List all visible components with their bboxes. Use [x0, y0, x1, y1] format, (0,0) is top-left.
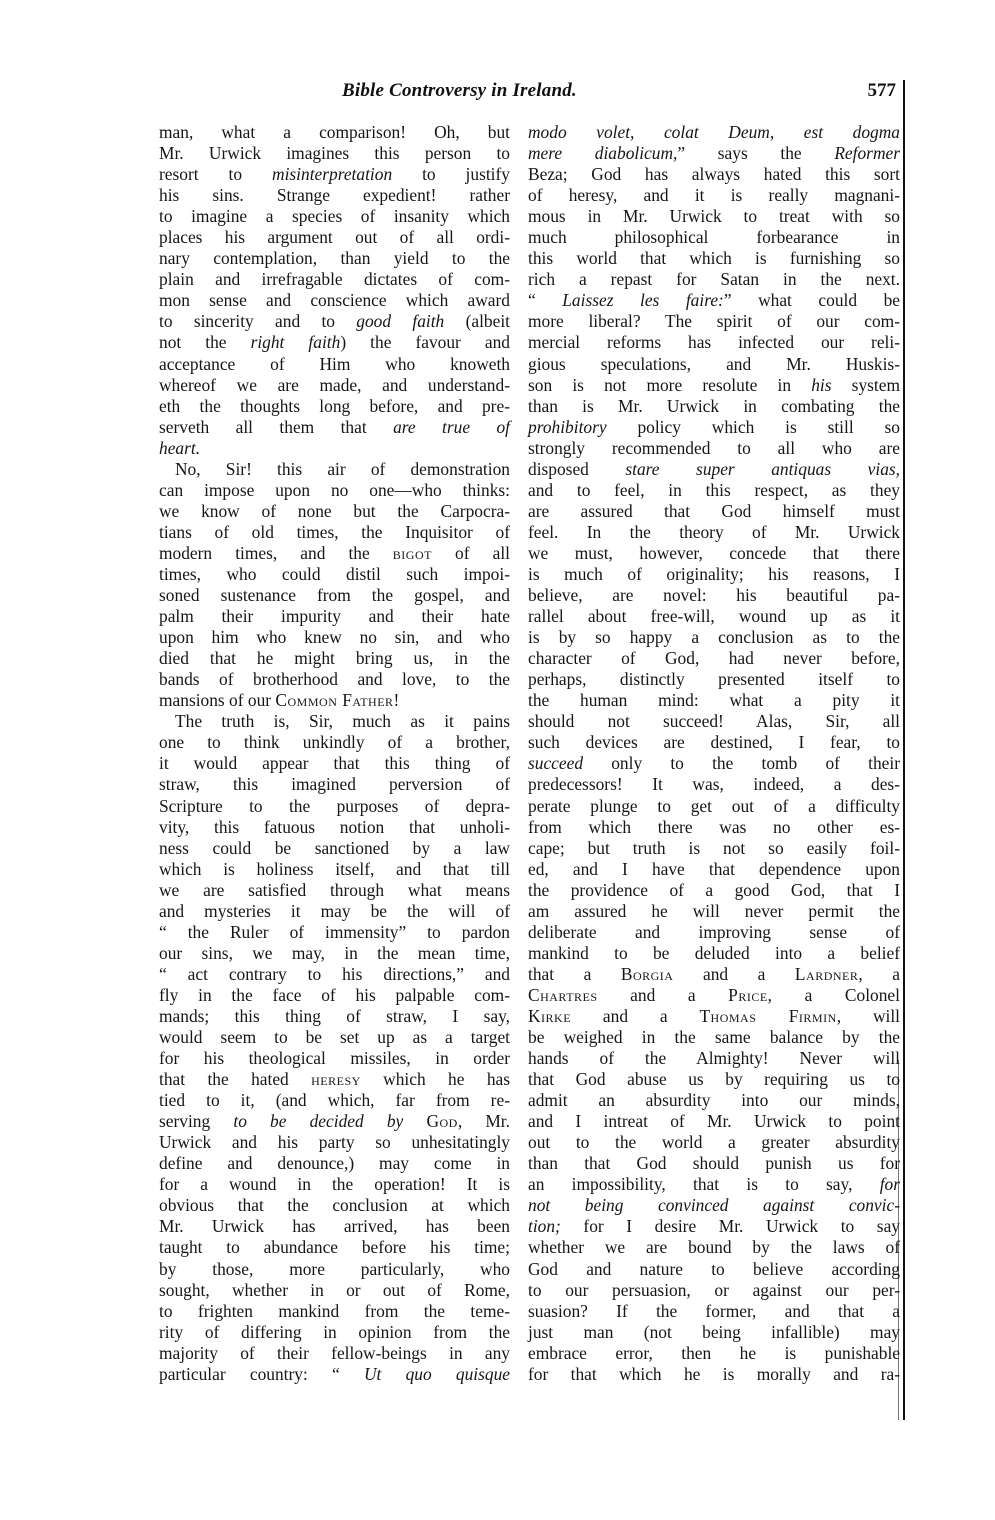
small-caps-text: Chartres	[528, 984, 598, 1005]
text-line: whereof we are made, and understand-	[159, 374, 510, 395]
text-line: ed, and I have that dependence upon	[528, 858, 900, 879]
text-run: to sincerity and to	[159, 311, 357, 332]
text-line: such devices are destined, I fear, to	[528, 732, 900, 753]
text-run: serving	[159, 1111, 234, 1132]
text-line: acceptance of Him who knoweth	[159, 353, 510, 374]
page-number: 577	[867, 80, 896, 101]
text-line	[528, 1174, 900, 1195]
text-line: is much of originality; his reasons, I	[528, 563, 900, 584]
text-line: fly in the face of his palpable com-	[159, 984, 510, 1005]
italic-text: Reformer	[834, 143, 900, 164]
text-run: ” says the	[677, 143, 835, 164]
text-line: vity, this fatuous notion that unholi-	[159, 816, 510, 837]
text-line: believe, are novel: his beautiful pa-	[528, 585, 900, 606]
text-line: straw, this imagined perversion of	[159, 774, 510, 795]
text-run: mansions of our	[159, 690, 276, 711]
text-line	[528, 459, 900, 480]
text-line: palm their impurity and their hate	[159, 606, 510, 627]
text-line: deliberate and improving sense of	[528, 921, 900, 942]
text-line: our sins, we may, in the mean time,	[159, 942, 510, 963]
text-run: that a	[528, 963, 621, 984]
text-run: resort to	[159, 164, 273, 185]
text-run: “	[528, 290, 563, 311]
text-line: be weighed in the same balance by the	[528, 1027, 900, 1048]
text-line: from which there was no other es-	[528, 816, 900, 837]
text-run: which he has	[360, 1069, 510, 1090]
text-line: mankind to be deluded into a belief	[528, 942, 900, 963]
right-text-column	[528, 122, 900, 1385]
italic-text: misinterpretation	[272, 164, 393, 185]
text-line	[159, 1111, 510, 1132]
text-line: mon sense and conscience which award	[159, 290, 510, 311]
text-line: Mr. Urwick imagines this person to	[159, 143, 510, 164]
text-line: just man (not being infallible) may	[528, 1321, 900, 1342]
page-edge-rule	[903, 80, 905, 1420]
small-caps-text: heresy	[311, 1069, 361, 1090]
text-line: suasion? If the former, and that a	[528, 1300, 900, 1321]
text-line: cape; but truth is not so easily foil-	[528, 837, 900, 858]
small-caps-text: Kirke	[528, 1005, 572, 1026]
text-line: hands of the Almighty! Never will	[528, 1048, 900, 1069]
text-line: “ the Ruler of immensity” to pardon	[159, 921, 510, 942]
text-line: embrace error, then he is punishable	[528, 1342, 900, 1363]
text-line	[159, 1364, 510, 1385]
text-line: eth the thoughts long before, and pre-	[159, 395, 510, 416]
text-line: bands of brotherhood and love, to the	[159, 669, 510, 690]
italic-text: for	[879, 1174, 900, 1195]
text-line	[528, 1195, 900, 1216]
italic-text: are true of	[393, 416, 510, 437]
text-line: mous in Mr. Urwick to treat with so	[528, 206, 900, 227]
text-line: it would appear that this thing of	[159, 753, 510, 774]
text-line: tied to it, (and which, far from re-	[159, 1090, 510, 1111]
text-line: the providence of a good God, that I	[528, 879, 900, 900]
text-run: an impossibility, that is to say,	[528, 1174, 880, 1195]
text-line: strongly recommended to all who are	[528, 437, 900, 458]
text-line	[159, 438, 510, 459]
text-line	[528, 417, 900, 438]
text-line: times, who could distil such impoi-	[159, 563, 510, 584]
text-line: am assured he will never permit the	[528, 900, 900, 921]
text-run: particular country: “	[159, 1363, 364, 1384]
text-run: for I desire Mr. Urwick to say	[560, 1216, 900, 1237]
text-line: Mr. Urwick has arrived, has been	[159, 1216, 510, 1237]
text-line: God and nature to believe according	[528, 1258, 900, 1279]
text-line: should not succeed! Alas, Sir, all	[528, 711, 900, 732]
text-run: policy which is still so	[606, 416, 900, 437]
text-line: are assured that God himself must	[528, 500, 900, 521]
small-caps-text: Borgia	[620, 963, 674, 984]
text-line: rallel about free-will, wound up as it	[528, 606, 900, 627]
text-line: admit an absurdity into our minds,	[528, 1090, 900, 1111]
text-line: of heresy, and it is really magnani-	[528, 185, 900, 206]
text-line: this world that which is furnishing so	[528, 248, 900, 269]
text-line: sought, whether in or out of Rome,	[159, 1279, 510, 1300]
text-line: majority of their fellow-beings in any	[159, 1342, 510, 1363]
text-line: much philosophical forbearance in	[528, 227, 900, 248]
text-line: The truth is, Sir, much as it pains	[175, 711, 510, 732]
text-run: and a	[673, 963, 795, 984]
text-run: to justify	[392, 164, 510, 185]
running-title: Bible Controversy in Ireland.	[342, 80, 577, 101]
text-line: Urwick and his party so unhesitatingly	[159, 1132, 510, 1153]
text-run: serveth all them that	[159, 416, 394, 437]
italic-text: right faith	[250, 332, 341, 353]
text-line	[528, 964, 900, 985]
text-run: , Mr.	[457, 1111, 510, 1132]
text-line: No, Sir! this air of demonstration	[175, 458, 510, 479]
italic-text: tion;	[528, 1216, 561, 1237]
text-line: to imagine a species of insanity which	[159, 206, 510, 227]
italic-text: stare super antiquas vias,	[625, 458, 900, 479]
text-line: the human mind: what a pity it	[528, 690, 900, 711]
small-caps-text: Price	[728, 984, 768, 1005]
text-line: rity of differing in opinion from the	[159, 1321, 510, 1342]
text-line: we are satisfied through what means	[159, 879, 510, 900]
left-text-column	[159, 122, 510, 1385]
italic-text: Ut quo quisque	[363, 1363, 510, 1384]
text-line: for a wound in the operation! It is	[159, 1174, 510, 1195]
small-caps-text: God	[426, 1111, 458, 1132]
text-line: character of God, had never before,	[528, 648, 900, 669]
text-run: not the	[159, 332, 251, 353]
text-line: by those, more particularly, who	[159, 1258, 510, 1279]
italic-text: good faith	[356, 311, 445, 332]
text-line: and to feel, in this respect, as they	[528, 479, 900, 500]
text-run: , a	[858, 963, 900, 984]
text-line: and I intreat of Mr. Urwick to point	[528, 1111, 900, 1132]
text-run	[403, 1111, 426, 1131]
text-line: “ act contrary to his directions,” and	[159, 963, 510, 984]
text-line	[528, 122, 900, 143]
italic-text: heart.	[159, 437, 201, 458]
text-line	[159, 311, 510, 332]
italic-text: modo volet, colat Deum, est dogma	[528, 122, 900, 142]
italic-text: succeed	[528, 753, 584, 774]
small-caps-text: Common Father	[275, 690, 394, 711]
text-line: nary contemplation, than yield to the	[159, 248, 510, 269]
text-line	[159, 1069, 510, 1090]
text-line	[528, 1216, 900, 1237]
text-line: for that which he is morally and ra-	[528, 1363, 900, 1384]
text-line	[159, 417, 510, 438]
text-line: than is Mr. Urwick in combating the	[528, 395, 900, 416]
text-line	[159, 332, 510, 353]
text-line: perhaps, distinctly presented itself to	[528, 669, 900, 690]
text-line	[528, 753, 900, 774]
text-line: and mysteries it may be the will of	[159, 900, 510, 921]
text-line: man, what a comparison! Oh, but	[159, 122, 510, 142]
text-line: than that God should punish us for	[528, 1153, 900, 1174]
text-line: mands; this thing of straw, I say,	[159, 1005, 510, 1026]
text-run: that the hated	[159, 1069, 312, 1090]
text-line: died that he might bring us, in the	[159, 648, 510, 669]
text-run: and a	[597, 984, 729, 1005]
text-line: we know of none but the Carpocra-	[159, 500, 510, 521]
small-caps-text: Lardner	[794, 963, 859, 984]
running-head	[160, 80, 900, 110]
text-line	[528, 290, 900, 311]
text-line: is by so happy a conclusion as to the	[528, 627, 900, 648]
text-line: obvious that the conclusion at which	[159, 1195, 510, 1216]
text-line: whether we are bound by the laws of	[528, 1237, 900, 1258]
text-line: to frighten mankind from the teme-	[159, 1300, 510, 1321]
text-run: modern times, and the	[159, 542, 393, 563]
text-run: and a	[571, 1005, 700, 1026]
text-line: ness could be sanctioned by a law	[159, 837, 510, 858]
text-run: !	[393, 690, 400, 711]
text-line: feel. In the theory of Mr. Urwick	[528, 521, 900, 542]
text-run: (albeit	[444, 311, 510, 332]
text-run: , will	[836, 1005, 901, 1026]
text-line: his sins. Strange expedient! rather	[159, 185, 510, 206]
text-line: can impose upon no one—who thinks:	[159, 479, 510, 500]
text-line: Beza; God has always hated this sort	[528, 164, 900, 185]
text-line: one to think unkindly of a brother,	[159, 732, 510, 753]
text-line	[159, 543, 510, 564]
text-line: tians of old times, the Inquisitor of	[159, 521, 510, 542]
text-line	[528, 143, 900, 164]
text-run: ” what could be	[723, 290, 900, 311]
text-line	[528, 1006, 900, 1027]
text-line: rich a repast for Satan in the next.	[528, 269, 900, 290]
italic-text: to be decided by	[233, 1111, 404, 1132]
small-caps-text: Thomas Firmin	[699, 1005, 837, 1026]
text-run: son is not more resolute in	[528, 374, 812, 395]
text-line: Scripture to the purposes of depra-	[159, 795, 510, 816]
italic-text: his	[811, 374, 832, 395]
text-line: out to the world a greater absurdity	[528, 1132, 900, 1153]
text-line: gious speculations, and Mr. Huskis-	[528, 353, 900, 374]
text-line	[159, 164, 510, 185]
text-run: disposed	[528, 458, 626, 479]
text-line: define and denounce,) may come in	[159, 1153, 510, 1174]
italic-text: prohibitory	[528, 416, 607, 437]
text-line: mercial reforms has infected our reli-	[528, 332, 900, 353]
text-line: for his theological missiles, in order	[159, 1048, 510, 1069]
italic-text: mere diabolicum,	[528, 143, 678, 164]
text-line: places his argument out of all ordi-	[159, 227, 510, 248]
text-line	[528, 375, 900, 396]
text-line: predecessors! It was, indeed, a des-	[528, 774, 900, 795]
text-line: that God abuse us by requiring us to	[528, 1069, 900, 1090]
text-run: system	[831, 374, 900, 395]
text-run: of all	[431, 542, 510, 563]
text-line: upon him who knew no sin, and who	[159, 627, 510, 648]
text-run: , a Colonel	[767, 984, 900, 1005]
text-line: to our persuasion, or against our per-	[528, 1279, 900, 1300]
text-line: plain and irrefragable dictates of com-	[159, 269, 510, 290]
text-run: ) the favour and	[340, 332, 510, 353]
text-line: soned sustenance from the gospel, and	[159, 585, 510, 606]
italic-text: not being convinced against convic-	[528, 1195, 900, 1216]
text-line: perate plunge to get out of a difficulty	[528, 795, 900, 816]
text-line: we must, however, concede that there	[528, 542, 900, 563]
text-line: taught to abundance before his time;	[159, 1237, 510, 1258]
text-line: would seem to be set up as a target	[159, 1027, 510, 1048]
small-caps-text: bigot	[392, 542, 432, 563]
text-line: more liberal? The spirit of our com-	[528, 311, 900, 332]
italic-text: Laissez les faire:	[562, 290, 724, 311]
text-line: which is holiness itself, and that till	[159, 858, 510, 879]
text-line	[528, 985, 900, 1006]
text-run: only to the tomb of their	[583, 753, 900, 774]
text-line	[159, 690, 510, 711]
